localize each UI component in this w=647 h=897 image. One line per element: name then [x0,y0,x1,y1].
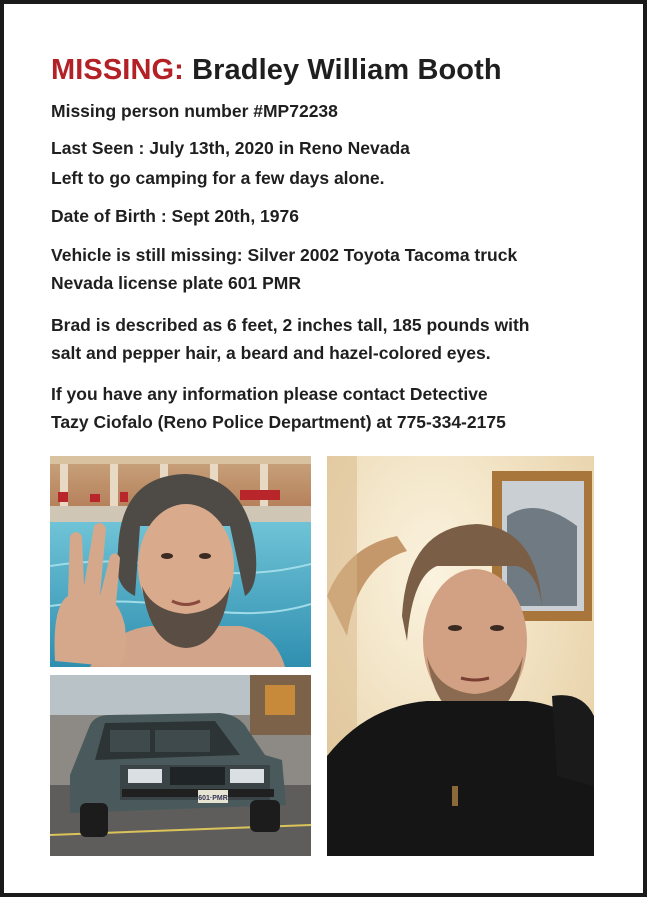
license-plate: 601·PMR [198,795,228,802]
photo-pool [50,456,311,667]
vehicle-line-2: Nevada license plate 601 PMR [51,273,301,293]
contact-line-1: If you have any information please contact Detective [51,384,488,404]
circumstance: Left to go camping for a few days alone. [51,168,385,188]
photo-portrait [327,456,594,856]
last-seen: Last Seen : July 13th, 2020 in Reno Nevada [51,138,410,158]
person-name: Bradley William Booth [192,54,502,86]
vehicle-line-1: Vehicle is still missing: Silver 2002 Toyota Tacoma truck [51,245,518,265]
photo-truck [50,675,311,856]
poster-title [51,54,502,87]
description-line-2: salt and pepper hair, a beard and hazel-colored eyes. [51,343,491,363]
missing-poster [4,4,643,893]
contact-line-2: Tazy Ciofalo (Reno Police Department) at 775-334-2175 [51,412,506,432]
case-number: Missing person number #MP72238 [51,101,338,121]
description-line-1: Brad is described as 6 feet, 2 inches tall, 185 pounds with [51,315,530,335]
date-of-birth: Date of Birth : Sept 20th, 1976 [51,206,299,226]
missing-label: MISSING: [51,54,184,86]
